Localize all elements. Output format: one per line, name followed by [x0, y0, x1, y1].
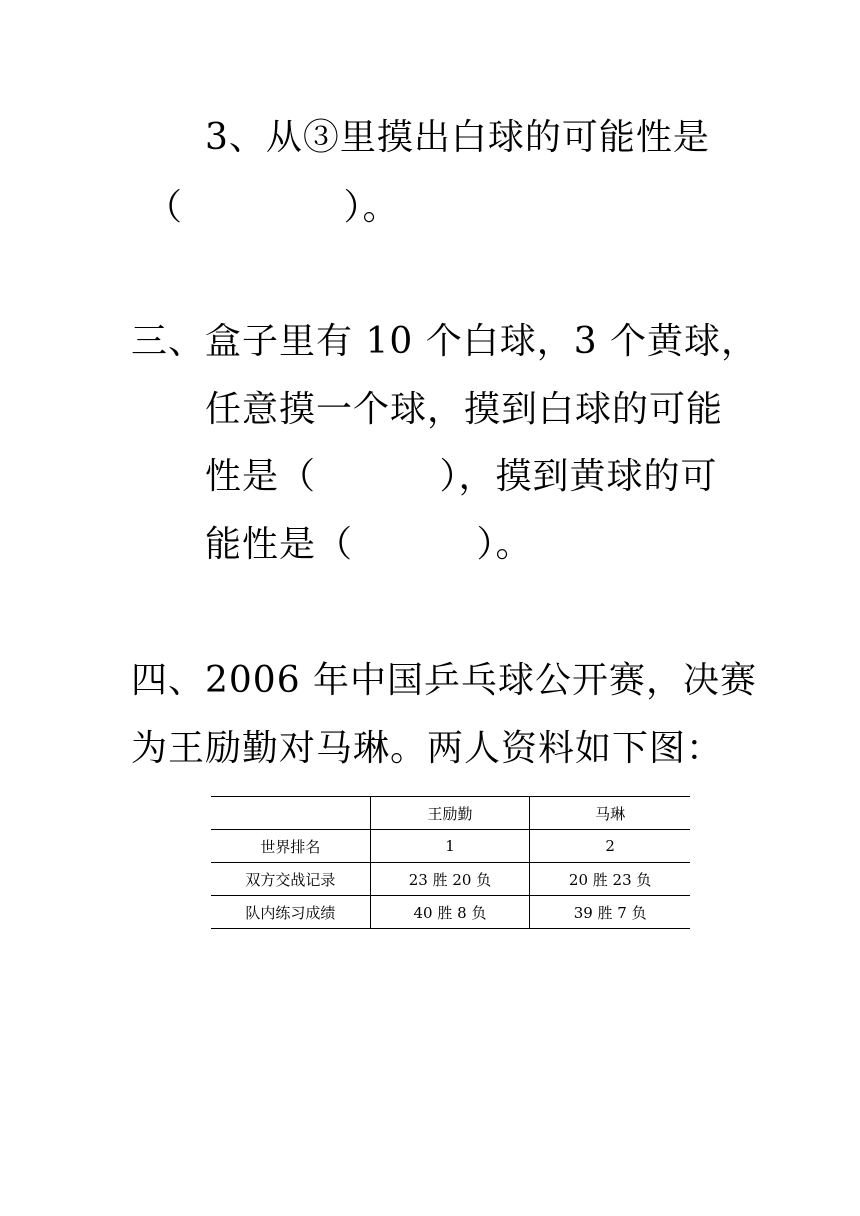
table-cell: 世界排名	[211, 830, 370, 863]
table-cell: 40 胜 8 负	[370, 896, 530, 929]
section4-line2: 为王励勤对马琳。两人资料如下图：	[131, 728, 724, 769]
table-cell: 23 胜 20 负	[370, 863, 530, 896]
table-header-cell: 马琳	[530, 797, 690, 830]
table-header-row	[211, 797, 690, 830]
table-cell: 双方交战记录	[211, 863, 370, 896]
table-cell: 队内练习成绩	[211, 896, 370, 929]
table-header-cell: 王励勤	[370, 797, 530, 830]
section3-line3: 性是（ ），摸到黄球的可	[205, 456, 718, 497]
table-row	[211, 896, 690, 929]
player-stats-table	[211, 796, 690, 929]
table-cell: 20 胜 23 负	[530, 863, 690, 896]
table-row	[211, 830, 690, 863]
section3-line1: 三、盒子里有 10 个白球，3 个黄球，	[131, 321, 759, 362]
section4-line1: 四、2006 年中国乒乓球公开赛，决赛	[131, 660, 758, 701]
table-cell: 2	[530, 830, 690, 863]
q3-answer-blank-line: （ ）。	[146, 187, 400, 228]
section3-line4: 能性是（ ）。	[205, 524, 533, 565]
table-header-cell	[211, 797, 370, 830]
table-cell: 39 胜 7 负	[530, 896, 690, 929]
table-cell: 1	[370, 830, 530, 863]
q3-line1: 3、从③里摸出白球的可能性是	[205, 117, 710, 158]
table-row	[211, 863, 690, 896]
section3-line2: 任意摸一个球，摸到白球的可能	[205, 389, 724, 430]
